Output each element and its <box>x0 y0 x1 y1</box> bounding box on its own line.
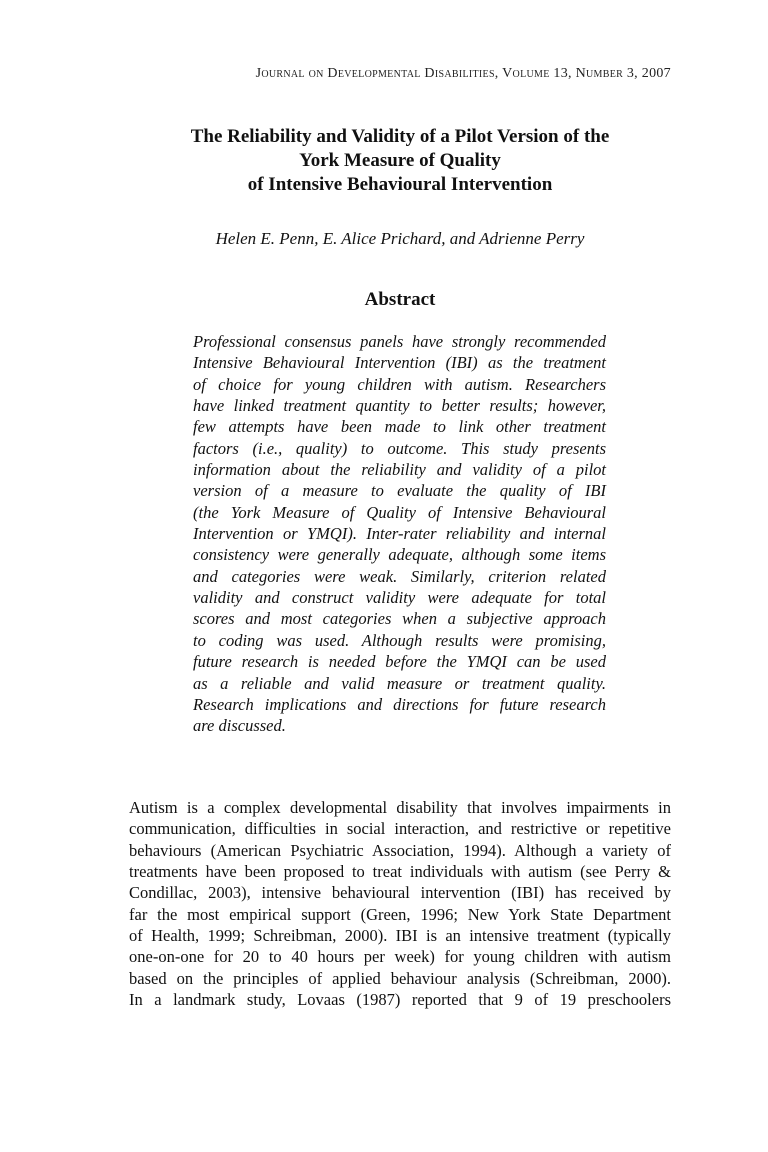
abstract-line: future research is needed before the YMQI can be used <box>193 652 606 672</box>
abstract-line: and categories were weak. Similarly, criterion related <box>193 566 606 586</box>
running-header: Journal on Developmental Disabilities, Volume 13, Number 3, 2007 <box>255 66 671 81</box>
body-line: treatments have been proposed to treat individuals with autism (see Perry & <box>129 862 671 882</box>
abstract-line: as a reliable and valid measure or treatment quality. <box>193 673 606 693</box>
title-line: The Reliability and Validity of a Pilot Version of the <box>190 126 610 147</box>
abstract-line: to coding was used. Although results were promising, <box>193 630 606 650</box>
abstract-line: (the York Measure of Quality of Intensive Behavioural <box>193 502 606 522</box>
abstract-line: of choice for young children with autism. Researchers <box>193 374 606 394</box>
body-line: Autism is a complex developmental disability that involves impairments in <box>129 798 671 817</box>
author-list: Helen E. Penn, E. Alice Prichard, and Adrienne Perry <box>215 229 585 248</box>
body-line: of Health, 1999; Schreibman, 2000). IBI is an intensive treatment (typically <box>129 926 671 946</box>
abstract-heading: Abstract <box>364 289 436 310</box>
body-paragraph <box>129 797 671 1010</box>
abstract-line: Research implications and directions for future research <box>193 694 606 714</box>
abstract-line: validity and construct validity were adequate for total <box>193 588 606 608</box>
body-line: far the most empirical support (Green, 1996; New York State Department <box>129 904 671 924</box>
abstract-line: Intervention or YMQI). Inter-rater reliability and internal <box>193 524 606 544</box>
body-line: based on the principles of applied behaviour analysis (Schreibman, 2000). <box>129 968 671 988</box>
abstract-body <box>193 331 606 737</box>
abstract-line: information about the reliability and validity of a pilot <box>193 460 606 480</box>
abstract-line: consistency were generally adequate, although some items <box>193 545 606 565</box>
title-line: of Intensive Behavioural Intervention <box>247 174 553 195</box>
body-line: In a landmark study, Lovaas (1987) reported that 9 of 19 preschoolers <box>129 990 671 1010</box>
body-line: one-on-one for 20 to 40 hours per week) for young children with autism <box>129 947 671 967</box>
body-line: behaviours (American Psychiatric Association, 1994). Although a variety of <box>129 840 671 860</box>
abstract-line: Intensive Behavioural Intervention (IBI) as the treatment <box>193 353 606 373</box>
abstract-line: scores and most categories when a subjective approach <box>193 609 606 629</box>
abstract-line: Professional consensus panels have strongly recommended <box>193 332 606 351</box>
abstract-line: version of a measure to evaluate the quality of IBI <box>193 481 606 501</box>
body-line: communication, difficulties in social interaction, and restrictive or repetitive <box>129 819 671 839</box>
body-line: Condillac, 2003), intensive behavioural intervention (IBI) has received by <box>129 883 671 903</box>
abstract-line: factors (i.e., quality) to outcome. This study presents <box>193 438 606 458</box>
paper-title <box>100 125 700 197</box>
abstract-line: have linked treatment quantity to better results; however, <box>193 396 606 416</box>
abstract-line: are discussed. <box>193 716 286 736</box>
abstract-line: few attempts have been made to link other treatment <box>193 417 606 437</box>
title-line: York Measure of Quality <box>299 150 501 171</box>
